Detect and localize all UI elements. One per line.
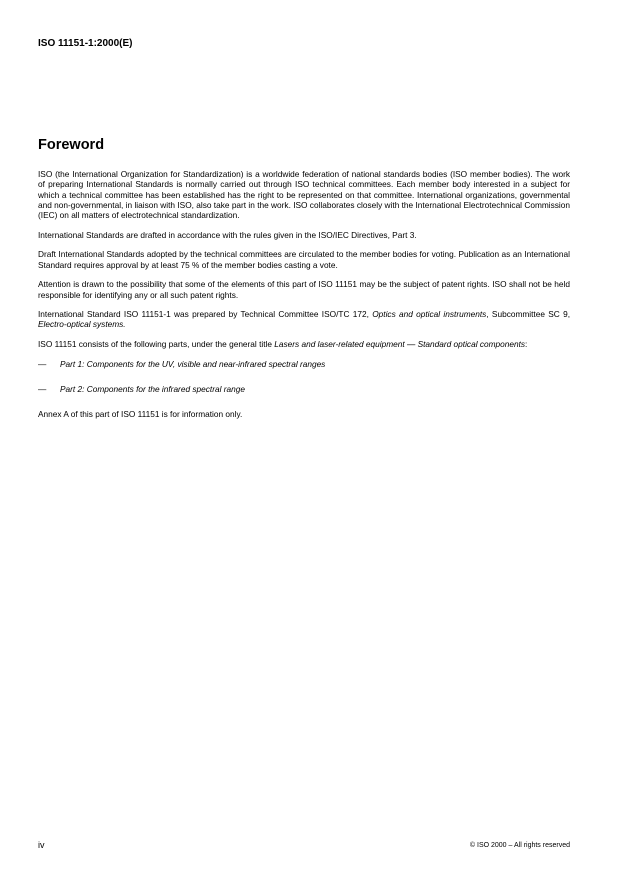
paragraph-annex: Annex A of this part of ISO 11151 is for information only.: [38, 409, 243, 420]
page-title: Foreword: [38, 137, 105, 153]
paragraph-parts-intro: ISO 11151 consists of the following parts, under the general title Lasers and laser-related equipment — Standard optical components:: [38, 339, 528, 350]
paragraph-voting: Draft International Standards adopted by the technical committees are circulated to the member bodies for voting. Publication as an International Standard requires approval by at least 75 % of the member bodies casting a vote.: [38, 249, 570, 270]
list-item-part-2: — Part 2: Components for the infrared spectral range: [38, 383, 245, 394]
page-number: iv: [38, 840, 45, 850]
paragraph-drafting-rules: International Standards are drafted in accordance with the rules given in the ISO/IEC Directives, Part 3.: [38, 229, 417, 240]
paragraph-committee: International Standard ISO 11151-1 was prepared by Technical Committee ISO/TC 172, Optics and optical instruments, Subcommittee SC 9, Electro-optical systems.: [38, 309, 570, 330]
document-header: ISO 11151-1:2000(E): [38, 38, 133, 49]
paragraph-iso-intro: ISO (the International Organization for Standardization) is a worldwide federation of national standards bodies (ISO member bodies). The work of preparing International Standards is normally carried out through ISO technical committees. Each member body interested in a subject for which a technical committee has been established has the right to be represented on that committee. International organizations, governmental and non-governmental, in liaison with ISO, also take part in the work. ISO collaborates closely with the International Electrotechnical Commission (IEC) on all matters of electrotechnical standardization.: [38, 169, 570, 221]
foreword-body: [38, 169, 570, 429]
general-title: Lasers and laser-related equipment — Standard optical components: [274, 339, 526, 350]
committee-title: Optics and optical instruments: [372, 309, 487, 320]
subcommittee-title: Electro-optical systems.: [38, 319, 126, 330]
copyright-notice: © ISO 2000 – All rights reserved: [469, 842, 570, 849]
list-item-part-1: — Part 1: Components for the UV, visible and near-infrared spectral ranges: [38, 358, 326, 369]
paragraph-patent-rights: Attention is drawn to the possibility that some of the elements of this part of ISO 11151 may be the subject of patent rights. ISO shall not be held responsible for identifying any or all such patent rights.: [38, 279, 570, 300]
